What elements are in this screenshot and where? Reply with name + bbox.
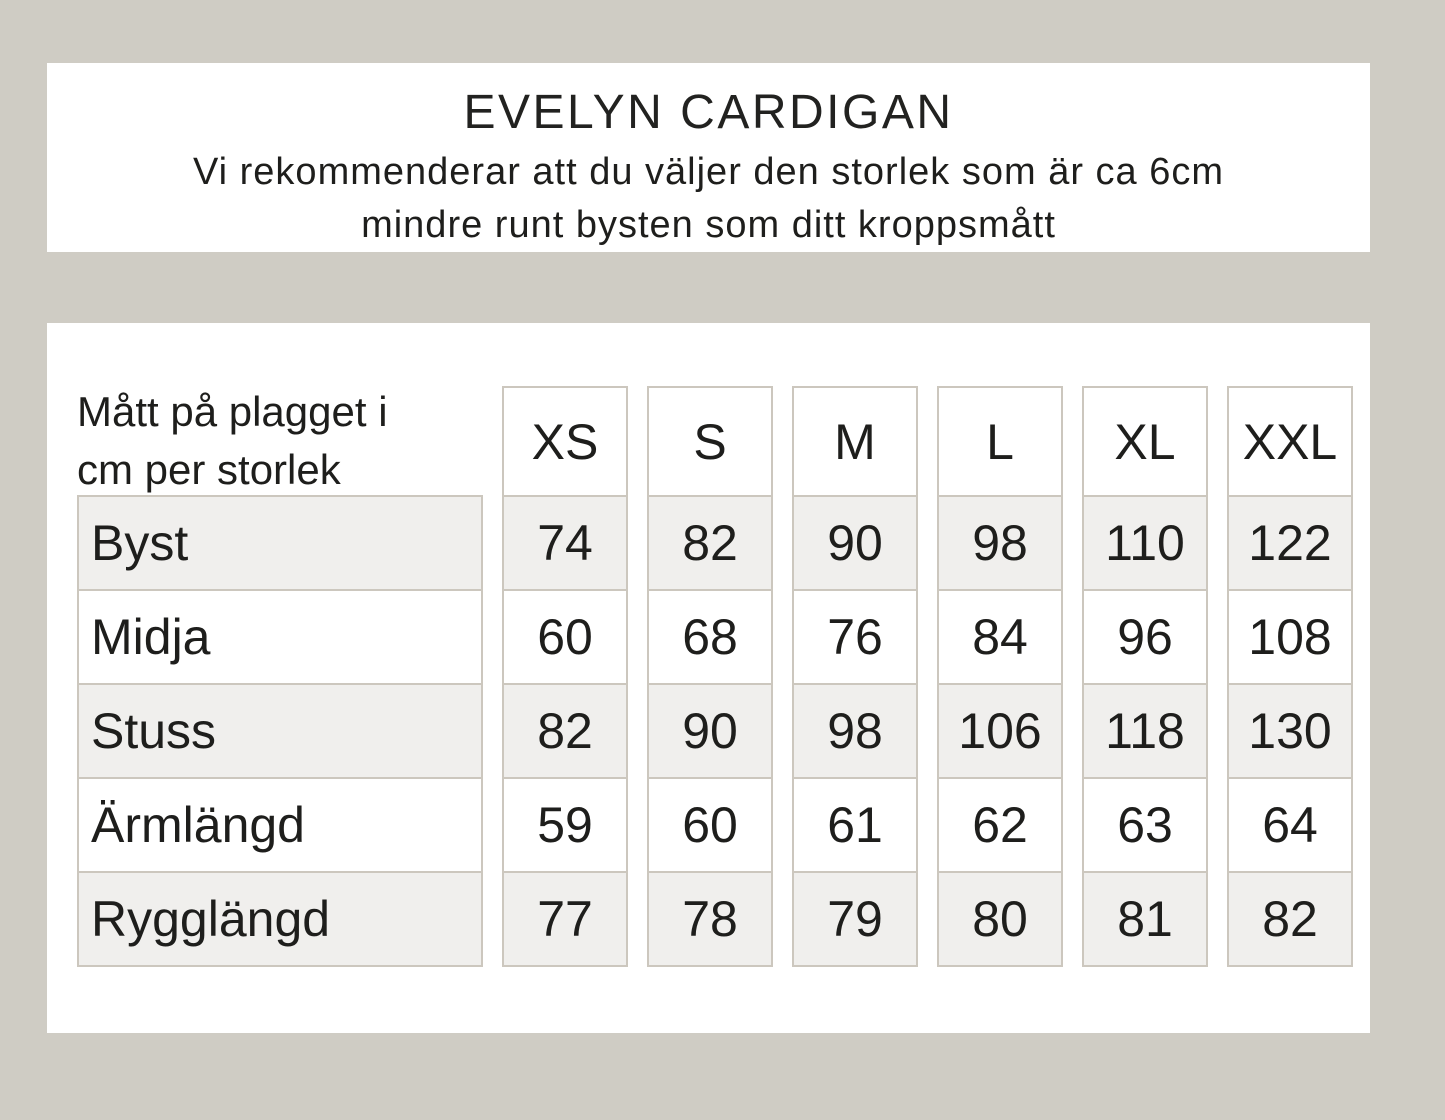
value-byst-xl: 110 (1082, 495, 1208, 591)
size-column-l (937, 386, 1063, 967)
value-midja-xl: 96 (1082, 589, 1208, 685)
row-label-column (77, 495, 483, 967)
value-stuss-s: 90 (647, 683, 773, 779)
value-byst-s: 82 (647, 495, 773, 591)
size-header-xxl: XXL (1227, 386, 1353, 497)
measurement-caption (77, 383, 388, 499)
value-armlangd-l: 62 (937, 777, 1063, 873)
value-midja-xxl: 108 (1227, 589, 1353, 685)
value-byst-xs: 74 (502, 495, 628, 591)
size-header-l: L (937, 386, 1063, 497)
value-midja-m: 76 (792, 589, 918, 685)
value-armlangd-xl: 63 (1082, 777, 1208, 873)
size-header-xs: XS (502, 386, 628, 497)
row-label-stuss: Stuss (77, 683, 483, 779)
size-table-panel (47, 323, 1370, 1033)
value-stuss-xxl: 130 (1227, 683, 1353, 779)
value-byst-m: 90 (792, 495, 918, 591)
value-rygglangd-s: 78 (647, 871, 773, 967)
row-label-rygglangd: Rygglängd (77, 871, 483, 967)
size-header-s: S (647, 386, 773, 497)
value-stuss-xl: 118 (1082, 683, 1208, 779)
value-byst-l: 98 (937, 495, 1063, 591)
row-label-armlangd: Ärmlängd (77, 777, 483, 873)
value-armlangd-xxl: 64 (1227, 777, 1353, 873)
value-byst-xxl: 122 (1227, 495, 1353, 591)
row-label-byst: Byst (77, 495, 483, 591)
value-midja-l: 84 (937, 589, 1063, 685)
measurement-caption-line-2: cm per storlek (77, 446, 341, 493)
value-rygglangd-m: 79 (792, 871, 918, 967)
value-stuss-xs: 82 (502, 683, 628, 779)
value-midja-xs: 60 (502, 589, 628, 685)
product-title: EVELYN CARDIGAN (463, 86, 954, 139)
value-rygglangd-l: 80 (937, 871, 1063, 967)
row-label-midja: Midja (77, 589, 483, 685)
value-rygglangd-xs: 77 (502, 871, 628, 967)
value-stuss-l: 106 (937, 683, 1063, 779)
size-column-xl (1082, 386, 1208, 967)
value-stuss-m: 98 (792, 683, 918, 779)
size-header-xl: XL (1082, 386, 1208, 497)
value-rygglangd-xl: 81 (1082, 871, 1208, 967)
subtitle-line-1: Vi rekommenderar att du väljer den storlek som är ca 6cm (192, 151, 1225, 193)
size-column-xxl (1227, 386, 1353, 967)
value-armlangd-s: 60 (647, 777, 773, 873)
value-armlangd-m: 61 (792, 777, 918, 873)
size-column-s (647, 386, 773, 967)
header-panel (47, 63, 1370, 252)
size-header-m: M (792, 386, 918, 497)
size-column-m (792, 386, 918, 967)
measurement-caption-line-1: Mått på plagget i (77, 388, 388, 435)
value-rygglangd-xxl: 82 (1227, 871, 1353, 967)
subtitle-line-2: mindre runt bysten som ditt kroppsmått (361, 204, 1056, 246)
value-armlangd-xs: 59 (502, 777, 628, 873)
value-midja-s: 68 (647, 589, 773, 685)
size-column-xs (502, 386, 628, 967)
